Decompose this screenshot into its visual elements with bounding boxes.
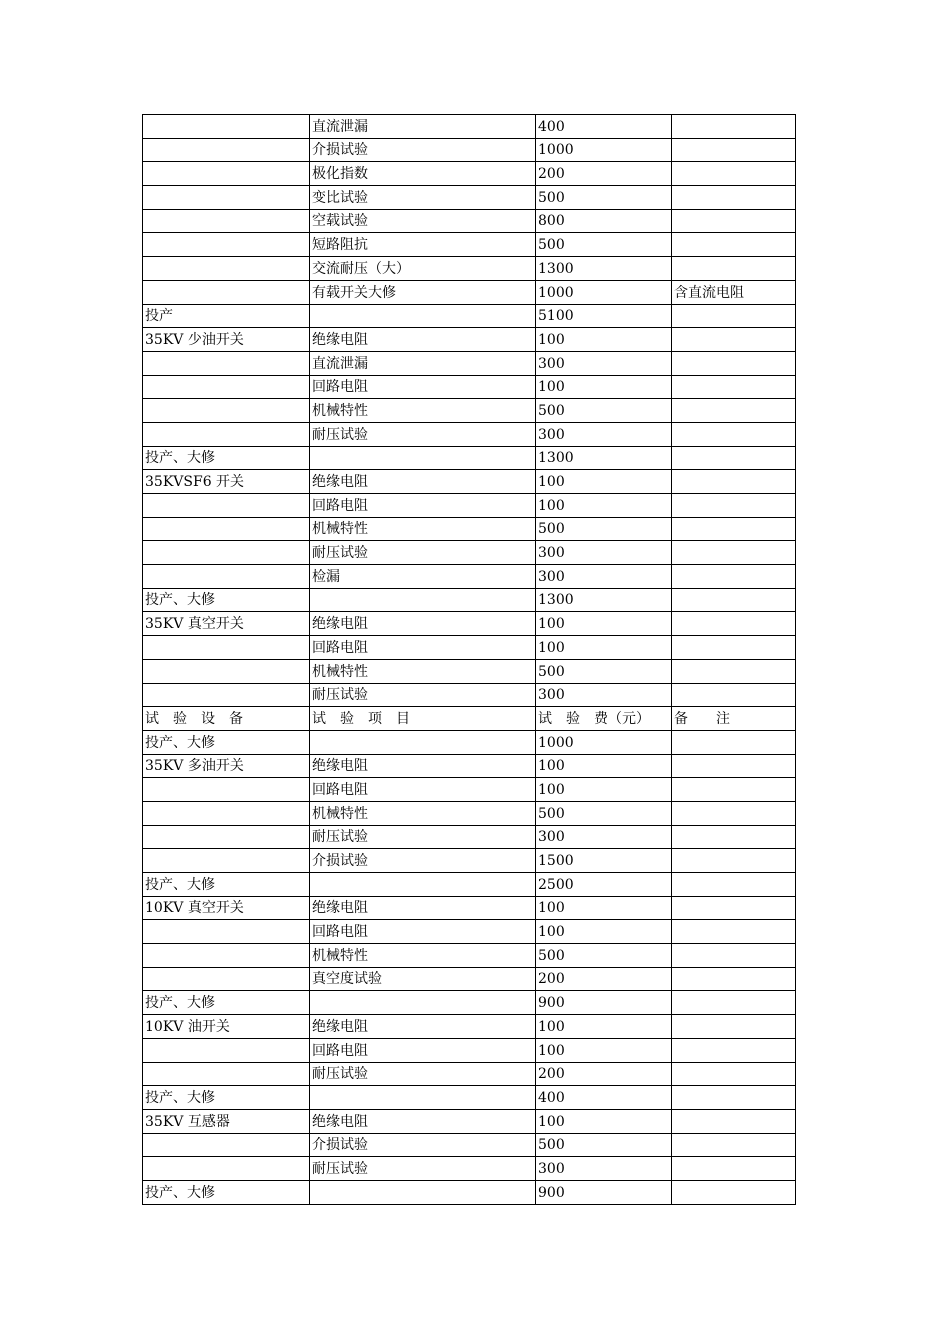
equipment-cell	[143, 280, 310, 304]
table-row	[143, 233, 796, 257]
test-item-cell: 绝缘电阻	[310, 1015, 536, 1039]
table-row	[143, 1133, 796, 1157]
table-row	[143, 683, 796, 707]
table-row	[143, 707, 796, 731]
fee-cell: 300	[536, 351, 672, 375]
fee-cell: 1300	[536, 446, 672, 470]
test-item-cell: 极化指数	[310, 162, 536, 186]
equipment-cell	[143, 1133, 310, 1157]
test-item-cell	[310, 1086, 536, 1110]
table-row	[143, 754, 796, 778]
remark-cell	[672, 636, 796, 660]
remark-cell	[672, 517, 796, 541]
remark-cell	[672, 873, 796, 897]
equipment-cell: 投产	[143, 304, 310, 328]
remark-cell	[672, 328, 796, 352]
test-item-cell: 回路电阻	[310, 1038, 536, 1062]
fee-cell: 300	[536, 1157, 672, 1181]
equipment-cell	[143, 967, 310, 991]
remark-cell	[672, 588, 796, 612]
test-item-cell: 短路阻抗	[310, 233, 536, 257]
test-item-cell: 耐压试验	[310, 683, 536, 707]
fee-cell: 300	[536, 541, 672, 565]
fee-cell: 500	[536, 186, 672, 210]
equipment-cell: 投产、大修	[143, 730, 310, 754]
fee-cell: 300	[536, 825, 672, 849]
test-item-cell: 回路电阻	[310, 636, 536, 660]
remark-cell	[672, 659, 796, 683]
equipment-cell	[143, 778, 310, 802]
fee-cell: 300	[536, 422, 672, 446]
table-row	[143, 825, 796, 849]
table-row	[143, 328, 796, 352]
table-row	[143, 565, 796, 589]
fee-cell: 100	[536, 328, 672, 352]
test-item-cell: 绝缘电阻	[310, 612, 536, 636]
fee-cell: 100	[536, 1038, 672, 1062]
test-item-cell: 有载开关大修	[310, 280, 536, 304]
fee-cell: 100	[536, 375, 672, 399]
fee-cell: 1000	[536, 730, 672, 754]
test-item-cell	[310, 1180, 536, 1204]
remark-cell	[672, 1109, 796, 1133]
test-item-cell: 耐压试验	[310, 1157, 536, 1181]
fee-cell: 100	[536, 494, 672, 518]
table-row	[143, 375, 796, 399]
table-row	[143, 920, 796, 944]
fee-cell: 试 验 费（元）	[536, 707, 672, 731]
equipment-cell: 投产、大修	[143, 1180, 310, 1204]
remark-cell	[672, 233, 796, 257]
test-item-cell: 交流耐压（大）	[310, 257, 536, 281]
equipment-cell: 35KVSF6 开关	[143, 470, 310, 494]
test-item-cell: 回路电阻	[310, 375, 536, 399]
table-row	[143, 115, 796, 139]
fee-cell: 100	[536, 470, 672, 494]
remark-cell	[672, 612, 796, 636]
equipment-cell	[143, 422, 310, 446]
remark-cell	[672, 565, 796, 589]
test-item-cell	[310, 991, 536, 1015]
equipment-cell: 投产、大修	[143, 1086, 310, 1110]
remark-cell	[672, 683, 796, 707]
table-row	[143, 636, 796, 660]
equipment-cell	[143, 636, 310, 660]
equipment-cell: 投产、大修	[143, 991, 310, 1015]
equipment-cell	[143, 825, 310, 849]
test-item-cell: 绝缘电阻	[310, 470, 536, 494]
test-item-cell	[310, 873, 536, 897]
equipment-cell	[143, 1038, 310, 1062]
table-row	[143, 470, 796, 494]
remark-cell	[672, 138, 796, 162]
remark-cell	[672, 209, 796, 233]
table-row	[143, 446, 796, 470]
fee-cell: 100	[536, 896, 672, 920]
remark-cell	[672, 944, 796, 968]
remark-cell	[672, 849, 796, 873]
equipment-cell	[143, 1157, 310, 1181]
test-item-cell	[310, 304, 536, 328]
test-item-cell: 真空度试验	[310, 967, 536, 991]
equipment-cell	[143, 849, 310, 873]
fee-cell: 300	[536, 683, 672, 707]
table-row	[143, 399, 796, 423]
test-item-cell: 介损试验	[310, 1133, 536, 1157]
test-item-cell: 机械特性	[310, 517, 536, 541]
remark-cell	[672, 1180, 796, 1204]
fee-cell: 1300	[536, 588, 672, 612]
table-row	[143, 541, 796, 565]
remark-cell	[672, 470, 796, 494]
table-row	[143, 1109, 796, 1133]
equipment-cell: 投产、大修	[143, 873, 310, 897]
table-row	[143, 422, 796, 446]
equipment-cell: 35KV 多油开关	[143, 754, 310, 778]
equipment-cell	[143, 351, 310, 375]
test-item-cell: 绝缘电阻	[310, 328, 536, 352]
table-row	[143, 944, 796, 968]
remark-cell	[672, 422, 796, 446]
remark-cell	[672, 1157, 796, 1181]
fee-cell: 100	[536, 612, 672, 636]
remark-cell	[672, 375, 796, 399]
fee-cell: 5100	[536, 304, 672, 328]
remark-cell	[672, 825, 796, 849]
test-item-cell: 回路电阻	[310, 494, 536, 518]
remark-cell	[672, 494, 796, 518]
remark-cell	[672, 399, 796, 423]
equipment-cell: 35KV 少油开关	[143, 328, 310, 352]
equipment-cell	[143, 138, 310, 162]
equipment-cell	[143, 375, 310, 399]
table-row	[143, 659, 796, 683]
equipment-cell	[143, 659, 310, 683]
fee-cell: 500	[536, 659, 672, 683]
fee-cell: 500	[536, 399, 672, 423]
test-item-cell	[310, 588, 536, 612]
test-item-cell: 耐压试验	[310, 825, 536, 849]
remark-cell	[672, 730, 796, 754]
test-fee-table	[142, 114, 796, 1205]
remark-cell	[672, 186, 796, 210]
fee-cell: 500	[536, 517, 672, 541]
remark-cell	[672, 778, 796, 802]
equipment-cell	[143, 162, 310, 186]
remark-cell	[672, 257, 796, 281]
test-item-cell: 回路电阻	[310, 920, 536, 944]
table-row	[143, 801, 796, 825]
fee-cell: 500	[536, 801, 672, 825]
test-item-cell: 空载试验	[310, 209, 536, 233]
test-item-cell	[310, 730, 536, 754]
equipment-cell: 35KV 真空开关	[143, 612, 310, 636]
table-row	[143, 778, 796, 802]
table-row	[143, 1038, 796, 1062]
test-item-cell: 介损试验	[310, 138, 536, 162]
remark-cell	[672, 991, 796, 1015]
fee-cell: 300	[536, 565, 672, 589]
test-item-cell: 回路电阻	[310, 778, 536, 802]
fee-cell: 200	[536, 1062, 672, 1086]
table-row	[143, 517, 796, 541]
test-item-cell: 耐压试验	[310, 541, 536, 565]
remark-cell	[672, 1062, 796, 1086]
fee-cell: 100	[536, 636, 672, 660]
table-row	[143, 1086, 796, 1110]
fee-cell: 1500	[536, 849, 672, 873]
table-row	[143, 849, 796, 873]
fee-cell: 400	[536, 1086, 672, 1110]
fee-cell: 400	[536, 115, 672, 139]
table-row	[143, 1157, 796, 1181]
equipment-cell	[143, 186, 310, 210]
test-item-cell: 试 验 项 目	[310, 707, 536, 731]
remark-cell	[672, 162, 796, 186]
test-item-cell: 检漏	[310, 565, 536, 589]
remark-cell	[672, 1133, 796, 1157]
equipment-cell	[143, 541, 310, 565]
equipment-cell	[143, 1062, 310, 1086]
fee-cell: 100	[536, 1015, 672, 1039]
table-row	[143, 280, 796, 304]
remark-cell	[672, 801, 796, 825]
test-item-cell	[310, 446, 536, 470]
fee-cell: 900	[536, 991, 672, 1015]
fee-cell: 1000	[536, 138, 672, 162]
fee-cell: 100	[536, 778, 672, 802]
remark-cell	[672, 446, 796, 470]
test-item-cell: 变比试验	[310, 186, 536, 210]
table-row	[143, 730, 796, 754]
remark-cell	[672, 1038, 796, 1062]
remark-cell	[672, 1015, 796, 1039]
fee-cell: 800	[536, 209, 672, 233]
test-item-cell: 机械特性	[310, 659, 536, 683]
test-item-cell: 介损试验	[310, 849, 536, 873]
equipment-cell: 10KV 油开关	[143, 1015, 310, 1039]
table-row	[143, 138, 796, 162]
test-item-cell: 机械特性	[310, 801, 536, 825]
table-row	[143, 588, 796, 612]
test-item-cell: 直流泄漏	[310, 351, 536, 375]
fee-cell: 1300	[536, 257, 672, 281]
equipment-cell	[143, 257, 310, 281]
equipment-cell	[143, 233, 310, 257]
table-row	[143, 1180, 796, 1204]
fee-cell: 200	[536, 967, 672, 991]
table-row	[143, 209, 796, 233]
equipment-cell	[143, 801, 310, 825]
table-row	[143, 186, 796, 210]
table-row	[143, 304, 796, 328]
table-row	[143, 494, 796, 518]
remark-cell	[672, 351, 796, 375]
fee-cell: 500	[536, 233, 672, 257]
fee-cell: 100	[536, 754, 672, 778]
table-body	[143, 115, 796, 1205]
fee-cell: 2500	[536, 873, 672, 897]
equipment-cell: 投产、大修	[143, 588, 310, 612]
equipment-cell: 10KV 真空开关	[143, 896, 310, 920]
table-row	[143, 896, 796, 920]
fee-cell: 100	[536, 920, 672, 944]
test-item-cell: 机械特性	[310, 399, 536, 423]
remark-cell: 备 注	[672, 707, 796, 731]
fee-cell: 900	[536, 1180, 672, 1204]
table-row	[143, 873, 796, 897]
test-item-cell: 耐压试验	[310, 1062, 536, 1086]
remark-cell	[672, 896, 796, 920]
test-item-cell: 耐压试验	[310, 422, 536, 446]
table-row	[143, 1015, 796, 1039]
equipment-cell: 35KV 互感器	[143, 1109, 310, 1133]
fee-cell: 1000	[536, 280, 672, 304]
equipment-cell	[143, 399, 310, 423]
table-row	[143, 257, 796, 281]
equipment-cell	[143, 565, 310, 589]
fee-cell: 500	[536, 1133, 672, 1157]
fee-cell: 200	[536, 162, 672, 186]
equipment-cell	[143, 209, 310, 233]
table-row	[143, 967, 796, 991]
test-item-cell: 绝缘电阻	[310, 754, 536, 778]
remark-cell	[672, 920, 796, 944]
table-row	[143, 351, 796, 375]
remark-cell	[672, 1086, 796, 1110]
equipment-cell: 试 验 设 备	[143, 707, 310, 731]
equipment-cell	[143, 944, 310, 968]
test-item-cell: 绝缘电阻	[310, 896, 536, 920]
equipment-cell	[143, 494, 310, 518]
table-row	[143, 612, 796, 636]
remark-cell	[672, 754, 796, 778]
remark-cell: 含直流电阻	[672, 280, 796, 304]
test-item-cell: 机械特性	[310, 944, 536, 968]
table-row	[143, 991, 796, 1015]
fee-cell: 100	[536, 1109, 672, 1133]
table-row	[143, 162, 796, 186]
test-item-cell: 绝缘电阻	[310, 1109, 536, 1133]
equipment-cell	[143, 683, 310, 707]
remark-cell	[672, 115, 796, 139]
fee-cell: 500	[536, 944, 672, 968]
equipment-cell	[143, 115, 310, 139]
equipment-cell	[143, 517, 310, 541]
equipment-cell	[143, 920, 310, 944]
remark-cell	[672, 304, 796, 328]
remark-cell	[672, 967, 796, 991]
test-item-cell: 直流泄漏	[310, 115, 536, 139]
equipment-cell: 投产、大修	[143, 446, 310, 470]
table-row	[143, 1062, 796, 1086]
remark-cell	[672, 541, 796, 565]
